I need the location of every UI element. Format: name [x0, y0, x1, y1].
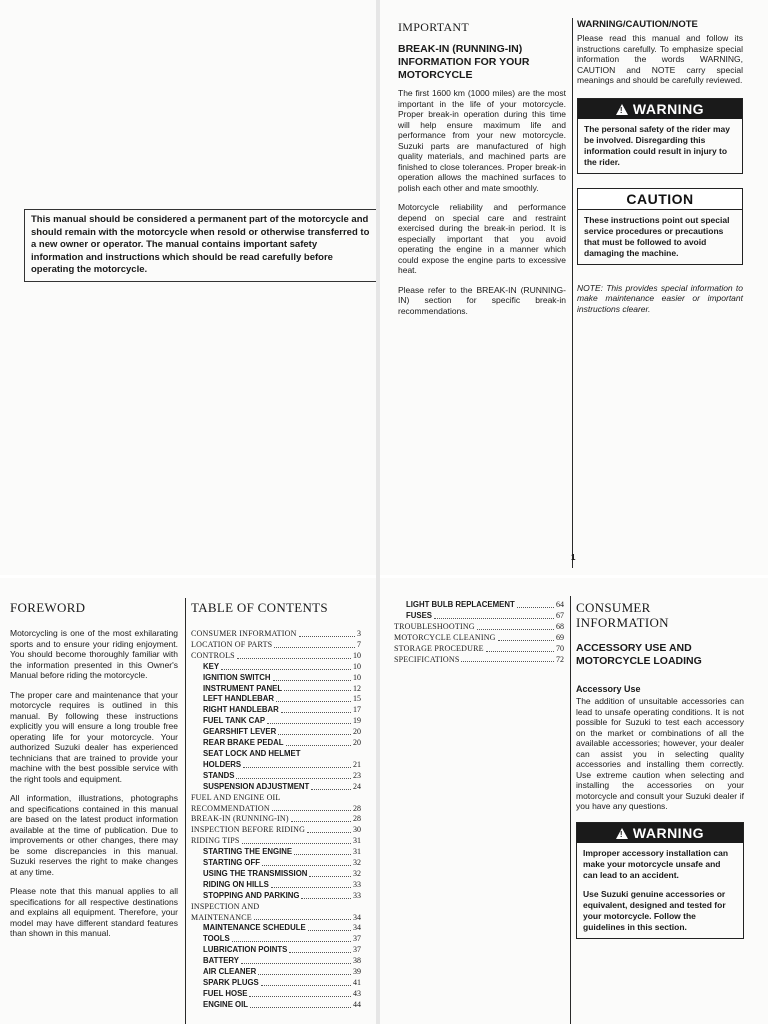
accessory-warning-box: [576, 822, 744, 939]
important-body: [398, 88, 566, 316]
toc-leader-dots: [291, 820, 351, 822]
important-paragraph: The first 1600 km (1000 miles) are the most important in the life of your motorcycle. Proper break-in operation during this time will help ensure maximum life and performance from your new motorcycle. Suzuki parts are manufactured of high quality materials, and machined parts are finished to close tolerances. Proper break-in operation allows the machined surfaces to polish each other and mate smoothly.: [398, 88, 566, 193]
toc-entry-label: RECOMMENDATION: [191, 803, 270, 813]
toc-entry-label: LOCATION OF PARTS: [191, 639, 273, 649]
toc-entry-page: 28: [353, 814, 361, 824]
toc-entry-page: 20: [353, 738, 361, 748]
warning-triangle-icon: [616, 828, 628, 839]
toc-entry: [191, 814, 361, 825]
consumer-info-heading: CONSUMER INFORMATION: [576, 600, 669, 630]
toc-entry-label: GEARSHIFT LEVER: [203, 727, 277, 737]
toc-heading: TABLE OF CONTENTS: [191, 600, 328, 615]
toc-leader-dots: [254, 918, 351, 920]
toc-leader-dots: [461, 660, 554, 662]
toc-entry-label: SUSPENSION ADJUSTMENT: [203, 781, 310, 791]
toc-entry-label: STOPPING AND PARKING: [203, 890, 300, 900]
toc-leader-dots: [274, 646, 355, 648]
toc-entry-label: STANDS: [203, 770, 235, 780]
toc-entry-label: IGNITION SWITCH: [203, 672, 271, 682]
toc-leader-dots: [271, 886, 351, 888]
toc-leader-dots: [262, 864, 351, 866]
toc-entry: [191, 651, 361, 662]
toc-leader-dots: [281, 711, 351, 713]
toc-entry-page: 72: [556, 654, 564, 664]
toc-continued-column: [394, 600, 564, 665]
toc-leader-dots: [477, 628, 554, 630]
toc-entry-page: 70: [556, 643, 564, 653]
accessory-loading-heading: ACCESSORY USE AND MOTORCYCLE LOADING: [576, 642, 702, 667]
toc-leader-dots: [278, 733, 351, 735]
toc-leader-dots: [242, 842, 351, 844]
toc-list: [191, 629, 361, 1011]
caution-title: CAUTION: [578, 189, 742, 210]
toc-leader-dots: [302, 756, 359, 757]
toc-leader-dots: [434, 617, 554, 619]
foreword-heading: FOREWORD: [10, 600, 86, 615]
consumer-info-column: [576, 600, 744, 951]
toc-leader-dots: [243, 766, 351, 768]
foreword-paragraph: The proper care and maintenance that your motorcycle requires is outlined in this manual. By following these instructions explicitly you will ensure a long trouble free operating life for your motorcycle. Your authorized Suzuki dealer has experienced technicians that are trained to provide your machine with the best possible service with the right tools and equipment.: [10, 689, 178, 784]
toc-entry-page: 23: [353, 770, 361, 780]
toc-continued-list: [394, 600, 564, 665]
toc-leader-dots: [283, 800, 360, 801]
toc-leader-dots: [249, 995, 351, 997]
toc-entry: [191, 934, 361, 945]
toc-entry-label: RIGHT HANDLEBAR: [203, 705, 279, 715]
toc-entry-page: 67: [556, 610, 564, 620]
toc-entry: [191, 804, 361, 815]
toc-leader-dots: [221, 668, 351, 670]
toc-entry-page: 31: [353, 847, 361, 857]
foreword-paragraph: Please note that this manual applies to all specifications for all respective destinations and explains all equipment. Therefore, your model may have different standard features than shown in this manual.: [10, 886, 178, 938]
toc-entry: [191, 793, 361, 804]
toc-entry-page: 37: [353, 934, 361, 944]
toc-entry: [191, 836, 361, 847]
toc-entry-label: SPARK PLUGS: [203, 978, 259, 987]
toc-entry: [191, 673, 361, 684]
toc-leader-dots: [294, 853, 351, 855]
wcn-intro: Please read this manual and follow its instructions carefully. To emphasize special information the words WARNING, CAUTION and NOTE carry special meanings and should be carefully reviewed.: [577, 33, 743, 85]
toc-entry-page: 28: [353, 803, 361, 813]
toc-entry-page: 38: [353, 956, 361, 966]
important-page: [380, 0, 768, 575]
warning-text: The personal safety of the rider may be involved. Disregarding this information could result in injury to the rider.: [584, 123, 730, 167]
toc-entry-label: KEY: [203, 661, 220, 671]
warning-triangle-icon: [616, 104, 628, 115]
column-divider: [570, 596, 571, 1024]
toc-leader-dots: [301, 897, 351, 899]
toc-entry: [191, 771, 361, 782]
caution-box: [577, 188, 743, 265]
toc-entry-label: BATTERY: [203, 956, 239, 966]
wcn-heading: WARNING/CAUTION/NOTE: [577, 19, 698, 30]
toc-entry-label: USING THE TRANSMISSION: [203, 868, 308, 878]
toc-entry-label: INSPECTION BEFORE RIDING: [191, 825, 306, 835]
toc-entry: [191, 891, 361, 902]
column-divider: [185, 598, 186, 1024]
toc-entry-label: REAR BRAKE PEDAL: [203, 738, 284, 748]
toc-entry-page: 10: [353, 650, 361, 660]
toc-entry-label: CONSUMER INFORMATION: [191, 629, 297, 638]
toc-entry-page: 15: [353, 694, 361, 704]
toc-entry: [191, 869, 361, 880]
toc-entry-page: 39: [353, 967, 361, 977]
toc-entry-label: STARTING OFF: [203, 858, 261, 868]
toc-leader-dots: [289, 951, 351, 953]
foreword-paragraph: Motorcycling is one of the most exhilarating sports and to ensure your riding enjoyment. You should become thoroughly familiar with the information presented in this Owner's Manual before riding the motorcycle.: [10, 628, 178, 680]
caution-text: These instructions point out special service procedures or precautions that must be followed to avoid damaging the machine.: [584, 214, 730, 258]
toc-entry-page: 24: [353, 781, 361, 791]
important-paragraph: Motorcycle reliability and performance depend on special care and restraint exercised during the break-in period. It is especially important that you avoid operating the engine in a manner which could expose the engine parts to excessive heat.: [398, 202, 566, 275]
break-in-heading: BREAK-IN (RUNNING-IN) INFORMATION FOR YOUR MOTORCYCLE: [398, 43, 530, 81]
warning-caution-note-column: [577, 18, 743, 314]
toc-entry: [191, 640, 361, 651]
toc-entry: [394, 600, 564, 611]
toc-entry: [191, 978, 361, 989]
toc-entry-page: 43: [353, 988, 361, 998]
toc-entry-label: LEFT HANDLEBAR: [203, 694, 275, 704]
toc-entry: [191, 956, 361, 967]
foreword-paragraph: All information, illustrations, photographs and specifications contained in this manual are based on the latest product information available at the time of publication. Due to improvements or other changes, there may be some discrepancies in this manual. Suzuki reserves the right to make changes at any time.: [10, 793, 178, 877]
toc-entry: [191, 629, 361, 640]
toc-entry-page: 69: [556, 632, 564, 642]
toc-entry: [191, 705, 361, 716]
toc-entry-page: 33: [353, 879, 361, 889]
toc-entry-page: 17: [353, 705, 361, 715]
toc-entry-label: RIDING TIPS: [191, 836, 240, 846]
toc-entry-label: SPECIFICATIONS: [394, 654, 460, 664]
toc-leader-dots: [261, 984, 351, 986]
accessory-warning-text: Improper accessory installation can make your motorcycle unsafe and can lead to an accident.: [583, 847, 729, 880]
toc-entry: [191, 1000, 361, 1011]
toc-entry: [191, 825, 361, 836]
toc-entry: [191, 967, 361, 978]
toc-leader-dots: [307, 831, 351, 833]
inside-cover-page: [0, 0, 376, 575]
toc-entry-label: MAINTENANCE: [191, 912, 252, 922]
toc-entry: [191, 902, 361, 913]
toc-entry: [191, 694, 361, 705]
toc-entry-label: INSTRUMENT PANEL: [203, 683, 283, 693]
toc-entry-page: 10: [353, 661, 361, 671]
toc-entry-label: STORAGE PROCEDURE: [394, 643, 484, 653]
toc-entry-label: LUBRICATION POINTS: [203, 945, 288, 955]
toc-leader-dots: [250, 1006, 351, 1008]
toc-entry-page: 12: [353, 683, 361, 693]
toc-entry-label: HOLDERS: [203, 759, 242, 769]
toc-leader-dots: [284, 689, 351, 691]
toc-entry-page: 32: [353, 858, 361, 868]
toc-entry-label: TROUBLESHOOTING: [394, 621, 475, 631]
toc-entry-label: TOOLS: [203, 934, 230, 944]
toc-entry-label: FUEL HOSE: [203, 988, 248, 998]
toc-entry-label: AIR CLEANER: [203, 967, 257, 977]
accessory-warning-title: WARNING: [632, 824, 705, 841]
toc-entry-label: FUEL TANK CAP: [203, 716, 266, 726]
toc-entry-page: 33: [353, 890, 361, 900]
foreword-column: [10, 600, 178, 948]
toc-entry-label: INSPECTION AND: [191, 901, 260, 911]
toc-entry: [191, 749, 361, 760]
toc-entry-page: 41: [353, 978, 361, 987]
accessory-use-body: The addition of unsuitable accessories can lead to unsafe operating conditions. It is not possible for Suzuki to test each accessory on the market or combinations of all the available accessories; however, your dealer can assist you in selecting quality accessories and installing them correctly. Use extreme caution when selecting and installing the accessories on your motorcycle and consult your Suzuki dealer if you have any questions.: [576, 696, 744, 811]
column-divider: [571, 18, 576, 568]
toc-entry-page: 32: [353, 868, 361, 878]
important-heading: IMPORTANT: [398, 20, 470, 34]
toc-entry-label: MOTORCYCLE CLEANING: [394, 632, 496, 642]
toc-leader-dots: [261, 909, 359, 910]
toc-entry: [394, 633, 564, 644]
toc-entry: [191, 847, 361, 858]
toc-entry-page: 21: [353, 759, 361, 769]
toc-leader-dots: [241, 962, 351, 964]
toc-entry-page: 30: [353, 825, 361, 835]
toc-entry-page: 44: [353, 999, 361, 1009]
toc-leader-dots: [309, 875, 351, 877]
toc-entry-label: FUSES: [406, 610, 432, 620]
toc-leader-dots: [258, 973, 351, 975]
toc-entry: [191, 923, 361, 934]
toc-entry: [191, 782, 361, 793]
toc-leader-dots: [273, 679, 351, 681]
toc-entry: [191, 880, 361, 891]
toc-leader-dots: [276, 700, 351, 702]
warning-box: [577, 98, 743, 174]
toc-entry-page: 34: [353, 912, 361, 922]
toc-entry-label: ENGINE OIL: [203, 999, 249, 1009]
toc-leader-dots: [236, 777, 351, 779]
toc-entry-page: 3: [357, 629, 361, 638]
toc-entry: [191, 684, 361, 695]
toc-entry-label: BREAK-IN (RUNNING-IN): [191, 814, 289, 824]
toc-entry: [394, 611, 564, 622]
toc-entry: [191, 858, 361, 869]
consumer-info-page: [380, 578, 768, 1024]
toc-entry: [191, 913, 361, 924]
toc-leader-dots: [308, 929, 351, 931]
toc-leader-dots: [311, 788, 351, 790]
toc-entry-page: 34: [353, 923, 361, 933]
note-text: NOTE: This provides special information to make maintenance easier or important instructions clearer.: [577, 282, 743, 314]
toc-entry-page: 68: [556, 621, 564, 631]
toc-entry: [394, 644, 564, 655]
permanent-part-notice: This manual should be considered a permanent part of the motorcycle and should remain with the motorcycle when resold or otherwise transferred to a new owner or operator. The manual contains important safety information and instructions which should be read carefully before operating the motorcycle.: [24, 209, 376, 282]
important-column: [398, 20, 566, 325]
accessory-use-heading: Accessory Use: [576, 684, 641, 694]
toc-entry: [191, 945, 361, 956]
toc-entry: [394, 655, 564, 666]
toc-entry: [191, 738, 361, 749]
foreword-body: [10, 628, 178, 939]
toc-leader-dots: [486, 650, 554, 652]
toc-leader-dots: [232, 940, 351, 942]
toc-entry-label: FUEL AND ENGINE OIL: [191, 792, 281, 802]
toc-entry: [191, 989, 361, 1000]
toc-entry-page: 10: [353, 672, 361, 682]
toc-leader-dots: [267, 722, 351, 724]
warning-title: WARNING: [632, 100, 705, 117]
toc-entry-page: 37: [353, 945, 361, 955]
page-number: 1: [571, 553, 576, 562]
toc-entry: [191, 662, 361, 673]
toc-entry: [191, 716, 361, 727]
toc-entry: [191, 727, 361, 738]
toc-entry-label: SEAT LOCK AND HELMET: [203, 748, 301, 758]
toc-leader-dots: [237, 657, 351, 659]
toc-entry: [191, 760, 361, 771]
toc-leader-dots: [498, 639, 554, 641]
toc-entry-page: 31: [353, 836, 361, 846]
toc-column: [191, 600, 361, 1011]
toc-entry-page: 64: [556, 600, 564, 609]
toc-leader-dots: [299, 635, 355, 637]
toc-entry-label: STARTING THE ENGINE: [203, 847, 293, 857]
toc-entry-page: 7: [357, 639, 361, 649]
important-paragraph: Please refer to the BREAK-IN (RUNNING-IN) section for specific break-in recommendations.: [398, 284, 566, 316]
toc-entry: [394, 622, 564, 633]
toc-entry-label: LIGHT BULB REPLACEMENT: [406, 600, 515, 609]
accessory-warning-text: Use Suzuki genuine accessories or equivalent, designed and tested for your motorcycle. Follow the guidelines in this section.: [583, 888, 726, 932]
toc-leader-dots: [517, 606, 554, 608]
toc-entry-label: CONTROLS: [191, 650, 235, 660]
toc-entry-label: MAINTENANCE SCHEDULE: [203, 923, 306, 933]
toc-leader-dots: [272, 809, 351, 811]
toc-leader-dots: [286, 744, 351, 746]
toc-entry-page: 19: [353, 716, 361, 726]
foreword-toc-page: [0, 578, 376, 1024]
toc-entry-label: RIDING ON HILLS: [203, 879, 269, 889]
toc-entry-page: 20: [353, 727, 361, 737]
